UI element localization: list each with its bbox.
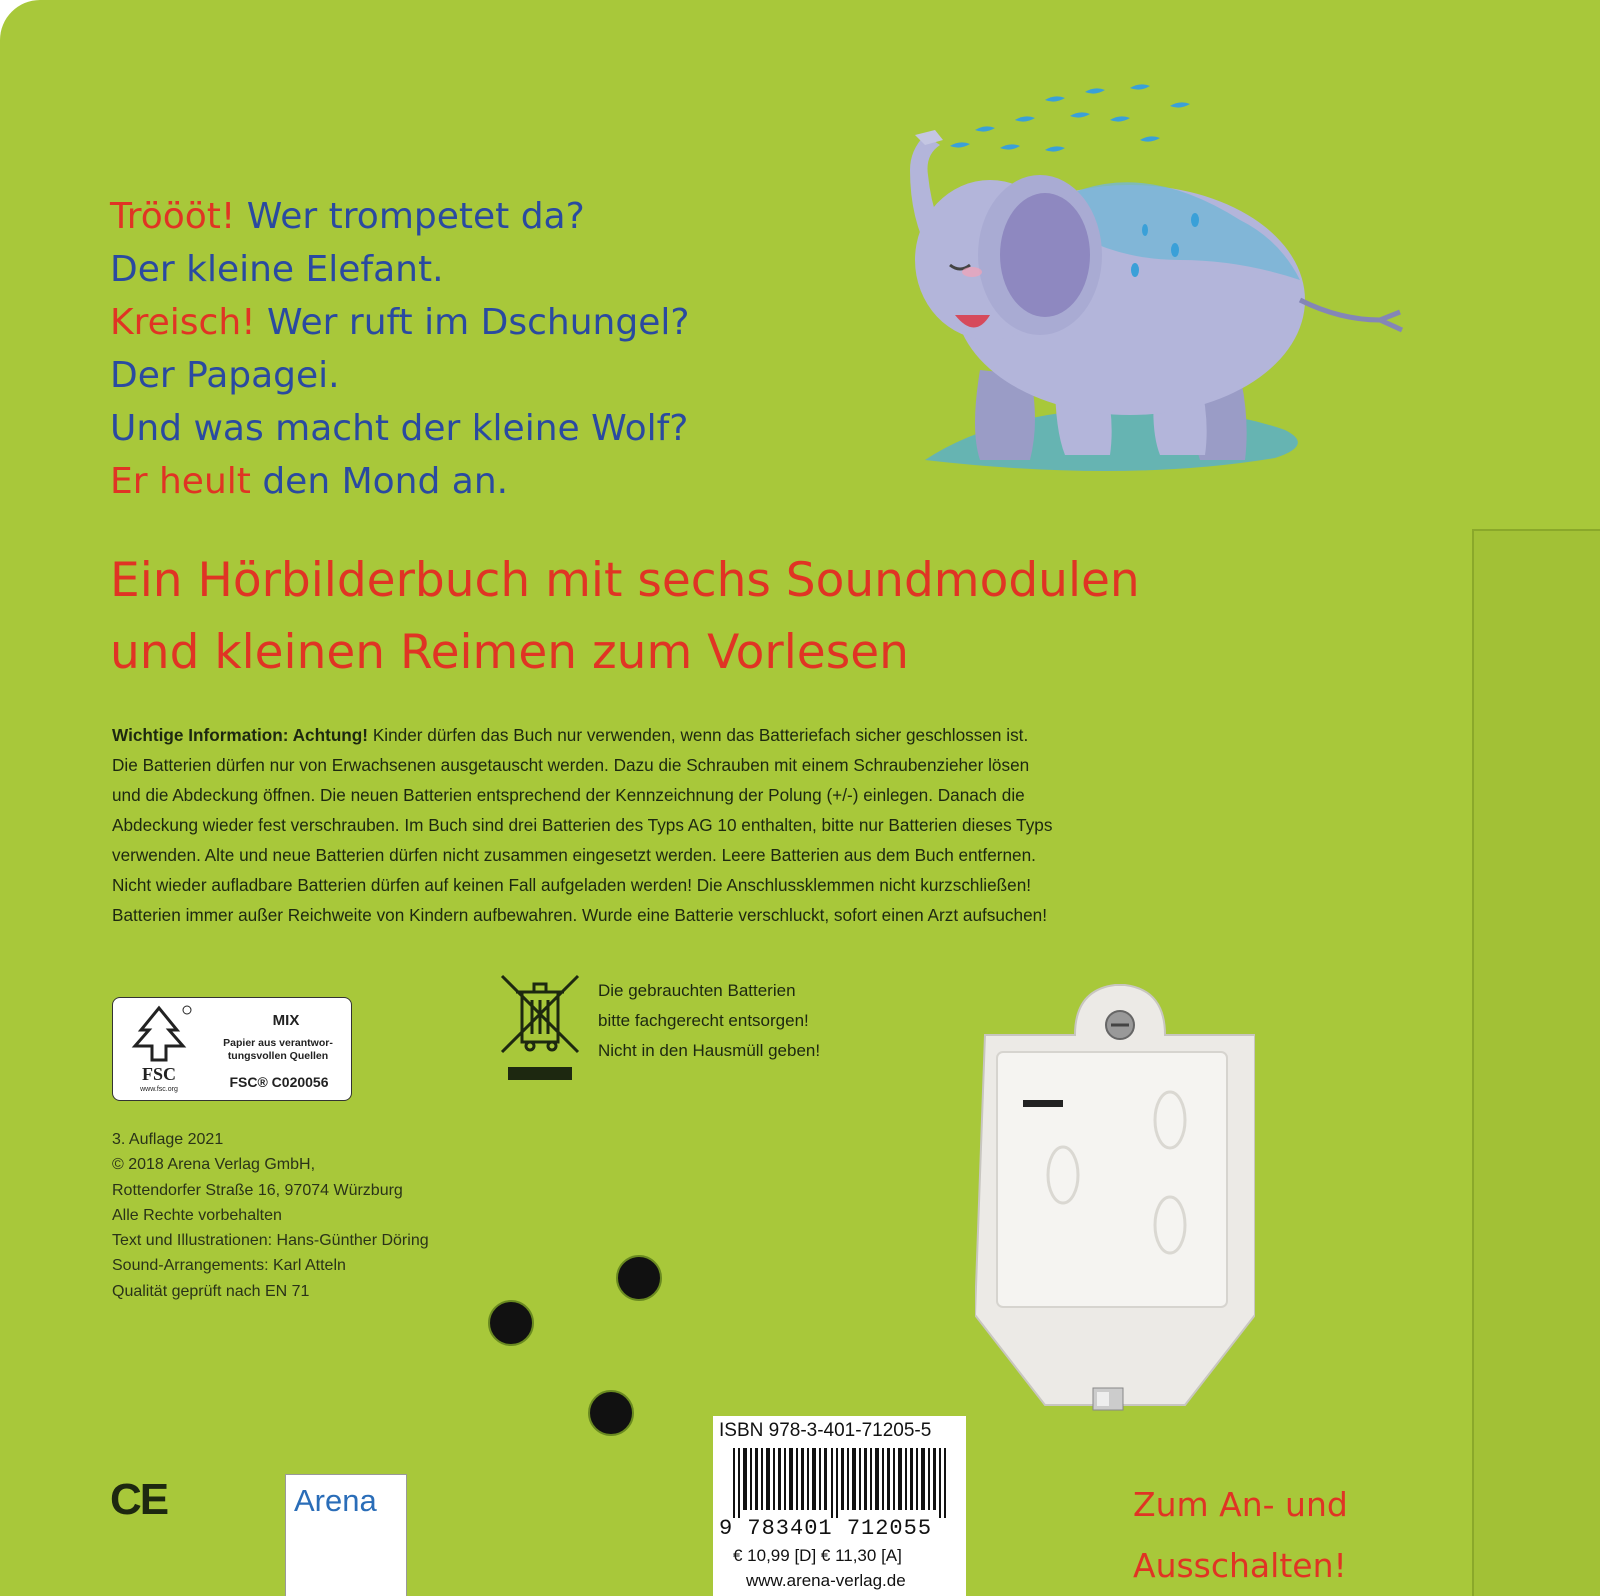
tagline-line-1: Ein Hörbilderbuch mit sechs Soundmodulen (110, 553, 1140, 608)
imprint (112, 1127, 429, 1304)
notice-text: Kinder dürfen das Buch nur verwenden, wenn das Batteriefach sicher geschlossen ist. (368, 725, 1029, 745)
elephant-illustration (840, 80, 1440, 480)
imprint-line: Rottendorfer Straße 16, 97074 Würzburg (112, 1181, 403, 1199)
switch-label-line-2: Ausschalten! (1133, 1546, 1347, 1585)
imprint-line: Sound-Arrangements: Karl Atteln (112, 1257, 346, 1275)
imprint-line: Alle Rechte vorbehalten (112, 1206, 282, 1224)
switch-label (1133, 1474, 1348, 1596)
rhyme-blue-part: Wer trompetet da? (235, 196, 585, 237)
fsc-label (112, 997, 352, 1101)
notice-line: Nicht wieder aufladbare Batterien dürfen auf keinen Fall aufgeladen werden! Die Anschlussklemmen nicht kurzschließen! (112, 875, 1032, 895)
barcode-label (713, 1416, 966, 1596)
imprint-line: Qualität geprüft nach EN 71 (112, 1282, 310, 1300)
speaker-hole (488, 1300, 534, 1346)
fsc-paper-line: Papier aus verantwor- (223, 1037, 333, 1049)
rhyme-blue-part: den Mond an. (250, 461, 509, 502)
rhyme-line (110, 243, 689, 296)
fsc-website: www.fsc.org (140, 1086, 178, 1093)
fsc-paper-line: tungsvollen Quellen (227, 1050, 329, 1062)
disposal-line: bitte fachgerecht entsorgen! (598, 1011, 809, 1030)
fsc-wordmark: FSC (141, 1064, 176, 1084)
speaker-hole (588, 1390, 634, 1436)
tagline-line-2: und kleinen Reimen zum Vorlesen (110, 625, 909, 680)
speaker-hole (616, 1255, 662, 1301)
battery-compartment[interactable] (975, 980, 1255, 1420)
ce-mark: CE (110, 1475, 168, 1524)
disposal-line: Die gebrauchten Batterien (598, 981, 796, 1000)
crossed-bin-icon (500, 972, 580, 1084)
notice-line (112, 720, 1262, 750)
rhyme-blue-part: Der Papagei. (110, 355, 340, 396)
notice-line: verwenden. Alte und neue Batterien dürfen nicht zusammen eingesetzt werden. Leere Batterien aus dem Buch entfernen. (112, 845, 1036, 865)
notice-heading: Wichtige Information: Achtung! (112, 725, 369, 745)
arena-wordmark: Arena (294, 1483, 377, 1518)
rhyme-red-part: Er heult (110, 461, 251, 502)
publisher-website: www.arena-verlag.de (746, 1571, 906, 1590)
rhyme-blue-part: Wer ruft im Dschungel? (255, 302, 690, 343)
barcode-icon (733, 1448, 953, 1518)
rhyme-line (110, 296, 689, 349)
rhyme-line (110, 190, 689, 243)
rhyme-red-part: Kreisch! (110, 302, 256, 343)
rhyme-line (110, 349, 689, 402)
disposal-notice (598, 976, 820, 1066)
disposal-line: Nicht in den Hausmüll geben! (598, 1041, 821, 1060)
fsc-code: FSC® C020056 (229, 1074, 329, 1090)
rhyme-line (110, 455, 689, 508)
rhyme-red-part: Tröööt! (110, 196, 236, 237)
safety-notice (112, 720, 1262, 930)
switch-label-line-1: Zum An- und (1133, 1485, 1348, 1524)
isbn-text: ISBN 978-3-401-71205-5 (719, 1420, 932, 1441)
notice-line: Batterien immer außer Reichweite von Kindern aufbewahren. Wurde eine Batterie verschluckt, sofort einen Arzt aufsuchen! (112, 905, 1047, 925)
ean-number: 9 783401 712055 (719, 1516, 933, 1541)
rhyme-text (110, 190, 689, 508)
fsc-paper-text (205, 1037, 351, 1063)
publisher-logo (285, 1474, 407, 1596)
imprint-line: 3. Auflage 2021 (112, 1131, 224, 1148)
fsc-tree-icon (125, 1004, 193, 1064)
rhyme-line (110, 402, 689, 455)
imprint-line: © 2018 Arena Verlag GmbH, (112, 1156, 316, 1174)
notice-line: Abdeckung wieder fest verschrauben. Im Buch sind drei Batterien des Typs AG 10 enthalten, bitte nur Batterien dieses Typs (112, 815, 1053, 835)
notice-line: und die Abdeckung öffnen. Die neuen Batterien entsprechend der Kennzeichnung der Polung (+/-) einlegen. Danach die (112, 785, 1025, 805)
fsc-mix: MIX (272, 1012, 300, 1029)
notice-line: Die Batterien dürfen nur von Erwachsenen ausgetauscht werden. Dazu die Schrauben mit einem Schraubenzieher lösen (112, 755, 1030, 775)
imprint-line: Text und Illustrationen: Hans-Günther Döring (112, 1232, 429, 1250)
rhyme-blue-part: Und was macht der kleine Wolf? (110, 408, 689, 449)
price-text: € 10,99 [D] € 11,30 [A] (733, 1546, 902, 1565)
rhyme-blue-part: Der kleine Elefant. (110, 249, 444, 290)
side-flap (1472, 529, 1600, 1596)
tagline (110, 545, 1140, 689)
